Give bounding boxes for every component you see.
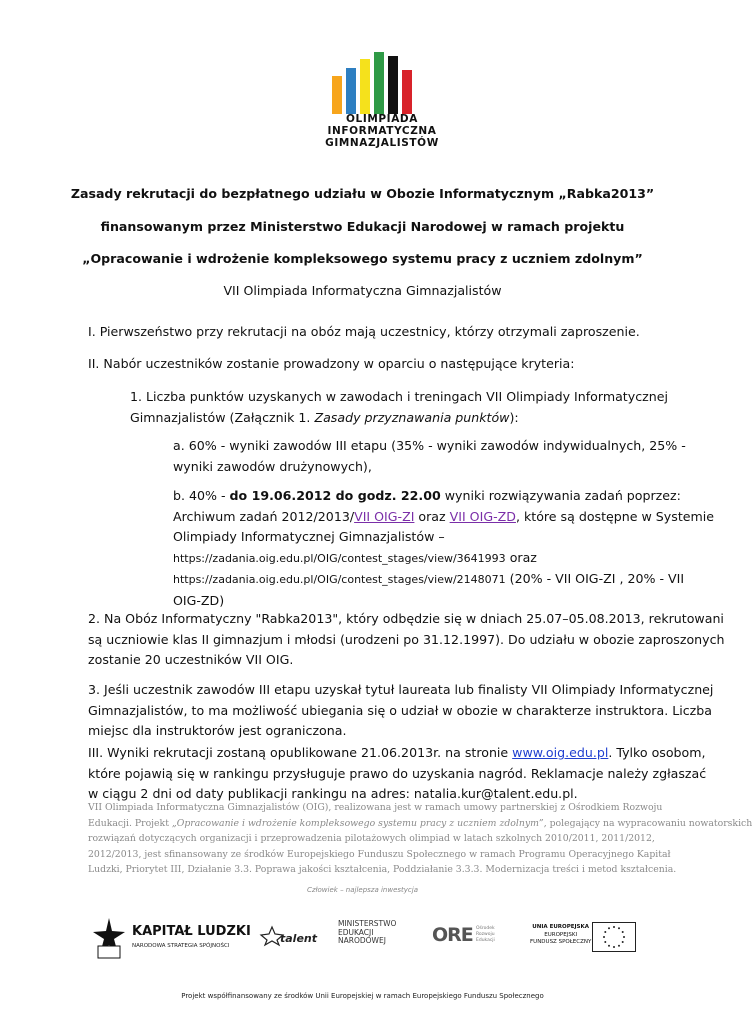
criterion-1b-line-3 <box>173 527 638 548</box>
talent-logo <box>260 926 320 954</box>
sponsor-logos <box>92 914 637 964</box>
section-3-text-2: . Tylko osobom, <box>608 745 706 760</box>
eu-line-1: UNIA EUROPEJSKA <box>532 924 590 930</box>
word-gimnazjalistow: Gimnazjalistów <box>338 529 435 544</box>
ore-logo <box>432 924 512 954</box>
dash: – <box>438 529 445 544</box>
men-logo <box>338 920 408 960</box>
men-line-1: MINISTERSTWO <box>338 919 397 928</box>
footer-text-2a: Edukacji. Projekt <box>88 817 172 829</box>
eu-text <box>530 924 591 947</box>
footer-line-3: rozwiązań dotyczących organizacji i przeprowadzenia pilotażowych olimpiad w latach szkolnych 2010/2011, 2011/2012, <box>88 833 655 845</box>
logo-bar-5 <box>388 56 398 114</box>
footer-text-2c: , polegający na wypracowaniu nowatorskich <box>543 817 752 829</box>
criterion-1a <box>173 436 686 477</box>
eu-line-3: FUNDUSZ SPOŁECZNY <box>530 939 592 945</box>
link-oig-zd[interactable]: VII OIG-ZD <box>449 508 516 524</box>
point-3-line-2: Gimnazjalistów, to ma możliwość ubiegania się o udział w obozie w charakterze instruktora. Liczba <box>88 702 712 718</box>
criterion-1-text-3: ): <box>509 409 519 425</box>
point-3-line-1: 3. Jeśli uczestnik zawodów III etapu uzyskał tytuł laureata lub finalisty VII Olimpiady Informatycznej <box>88 682 714 697</box>
title-line-3: „Opracowanie i wdrożenie kompleksowego systemu pracy z uczniem zdolnym” <box>82 251 643 266</box>
footer-line-4: 2012/2013, jest sfinansowany ze środków Europejskiego Funduszu Społecznego w ramach Programu Operacyjnego Kapitał <box>88 848 671 860</box>
section-2-text: II. Nabór uczestników zostanie prowadzony w oparciu o następujące kryteria: <box>88 356 575 371</box>
title-line-2: finansowanym przez Ministerstwo Edukacji Narodowej w ramach projektu <box>100 219 625 234</box>
eu-line-2: EUROPEJSKI <box>544 931 578 938</box>
ore-sub <box>476 926 495 944</box>
criterion-1-text-1: 1. Liczba punktów uzyskanych w zawodach i treningach VII Olimpiady Informatycznej <box>130 389 668 404</box>
criterion-1b <box>173 486 715 611</box>
criterion-1b-line-6: OIG-ZD) <box>173 592 225 608</box>
section-1-text: I. Pierwszeństwo przy rekrutacji na obóz mają uczestnicy, którzy otrzymali zaproszenie. <box>88 324 640 339</box>
link-oig-website[interactable]: www.oig.edu.pl <box>512 745 609 760</box>
point-3-line-3: miejsc dla instruktorów jest ograniczona. <box>88 723 347 738</box>
ore-line-1: Ośrodek <box>476 926 495 931</box>
cofinance-note: Projekt współfinansowany ze środków Unii Europejskiej w ramach Europejskiego Funduszu Społecznego <box>181 992 544 1000</box>
word-informatycznej: Informatycznej <box>240 529 335 544</box>
criterion-1b-text-2: wyniki rozwiązywania zadań poprzez: <box>440 488 681 503</box>
criterion-1-text-2: Gimnazjalistów (Załącznik 1. <box>130 409 315 425</box>
logo-bar-3 <box>360 59 370 114</box>
url-contest-2: https://zadania.oig.edu.pl/OIG/contest_stages/view/2148071 <box>173 573 506 586</box>
section-3 <box>88 743 707 805</box>
ore-text: ORE <box>432 924 473 946</box>
section-2 <box>88 354 648 375</box>
attachment-title: Zasady przyznawania punktów <box>314 409 510 425</box>
oraz-word: oraz <box>509 549 537 565</box>
eu-logo <box>530 920 640 960</box>
footer-line-1: VII Olimpiada Informatyczna Gimnazjalistów (OIG), realizowana jest w ramach umowy partnerskiej z Ośrodkiem Rozwoju <box>88 802 663 813</box>
section-3-line-1 <box>88 743 706 764</box>
title-line-1: Zasady rekrutacji do bezpłatnego udziału w Obozie Informatycznym „Rabka2013” <box>70 186 655 201</box>
footer-line-5: Ludzki, Priorytet III, Działanie 3.3. Poprawa jakości kształcenia, Poddziałanie 3.3.3. Modernizacja treści i metod kształcenia. <box>88 864 677 876</box>
criterion-1-line-1 <box>130 387 668 408</box>
footer-note <box>88 800 752 878</box>
word-olimpiady: Olimpiady <box>173 529 237 544</box>
criterion-1b-split: (20% - VII OIG-ZI , 20% - VII <box>505 571 685 586</box>
talent-text: talent <box>280 932 318 945</box>
criterion-1a-line-1: a. 60% - wyniki zawodów III etapu (35% - wyniki zawodów indywidualnych, 25% - <box>173 438 686 453</box>
system-text: , które są dostępne w Systemie <box>515 508 715 524</box>
project-name: „Opracowanie i wdrożenie kompleksowego systemu pracy z uczniem zdolnym” <box>171 817 544 829</box>
link-oig-zi[interactable]: VII OIG-ZI <box>354 508 415 524</box>
criterion-1b-text-1: b. 40% - <box>173 488 230 503</box>
logo-text <box>314 113 450 149</box>
criterion-1b-line-1 <box>173 486 681 507</box>
criterion-1-line-2 <box>130 408 638 429</box>
section-3-line-3: w ciągu 2 dni od daty publikacji rankingu na adres: natalia.kur@talent.edu.pl. <box>88 786 578 801</box>
oraz-text: oraz <box>414 508 450 524</box>
logo-bar-2 <box>346 68 356 114</box>
kapital-ludzki-logo <box>92 916 251 962</box>
section-1 <box>88 322 648 343</box>
kapital-ludzki-name: KAPITAŁ LUDZKI <box>132 924 251 939</box>
criterion-1b-line-2 <box>173 507 715 528</box>
criterion-1a-line-2: wyniki zawodów drużynowych), <box>173 458 372 474</box>
logo-line-3: GIMNAZJALISTÓW <box>325 137 439 149</box>
ore-line-2: Rozwoju <box>476 932 495 937</box>
criterion-1b-line-5 <box>173 569 685 591</box>
men-line-2: EDUKACJI <box>338 927 374 937</box>
logo-bar-1 <box>332 76 342 114</box>
eu-flag-icon <box>592 922 636 952</box>
kapital-ludzki-sub: NARODOWA STRATEGIA SPÓJNOŚCI <box>132 943 230 949</box>
criterion-1b-line-4 <box>173 548 638 570</box>
kapital-ludzki-icon <box>92 916 126 960</box>
logo-bar-6 <box>402 70 412 114</box>
logo-line-2: INFORMATYCZNA <box>327 125 437 137</box>
section-3-line-2: które pojawią się w rankingu przysługuje prawo do uzyskania nagród. Reklamacje należy zgłaszać <box>88 765 707 781</box>
archive-text: Archiwum zadań 2012/2013/ <box>173 508 355 524</box>
url-contest-1: https://zadania.oig.edu.pl/OIG/contest_stages/view/3641993 <box>173 551 506 565</box>
oig-logo <box>322 48 442 158</box>
section-3-text-1: III. Wyniki rekrutacji zostaną opublikowane 21.06.2013r. na stronie <box>88 745 513 760</box>
ore-line-3: Edukacji <box>476 938 495 943</box>
men-line-3: NARODOWEJ <box>338 936 386 945</box>
title-line-4: VII Olimpiada Informatyczna Gimnazjalistów <box>223 283 502 298</box>
point-3 <box>88 680 714 742</box>
criterion-1 <box>130 387 668 428</box>
point-2-line-2: są uczniowie klas II gimnazjum i młodsi (urodzeni po 31.12.1997). Do udziału w obozie zaproszonych <box>88 631 725 647</box>
point-2-line-3: zostanie 20 uczestników VII OIG. <box>88 652 294 667</box>
point-2-line-1: 2. Na Obóz Informatyczny "Rabka2013", który odbędzie się w dniach 25.07–05.08.2013, rekrutowani <box>88 611 724 626</box>
motto: Człowiek – najlepsza inwestycja <box>306 886 419 894</box>
deadline: do 19.06.2012 do godz. 22.00 <box>229 488 441 503</box>
logo-line-1: OLIMPIADA <box>346 113 418 125</box>
logo-bar-4 <box>374 52 384 114</box>
footer-line-2 <box>88 816 752 832</box>
logo-bars <box>332 48 416 114</box>
point-2 <box>88 609 725 671</box>
men-text <box>338 920 408 946</box>
